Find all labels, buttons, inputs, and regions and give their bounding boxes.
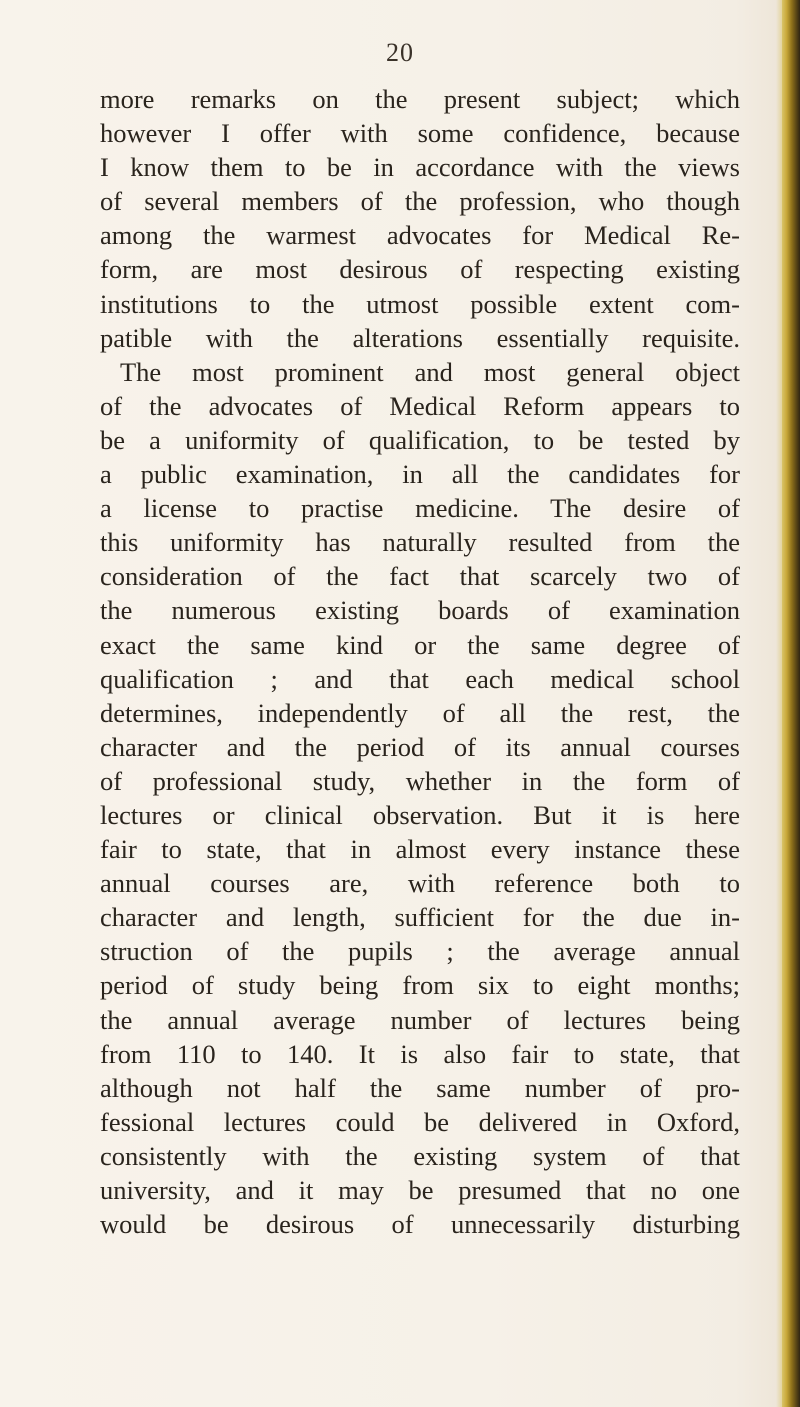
body-text bbox=[100, 82, 740, 1241]
text-line: period of study being from six to eight months; bbox=[100, 970, 740, 1001]
text-line: qualification ; and that each medical school bbox=[100, 663, 740, 694]
page-number: 20 bbox=[386, 38, 414, 67]
text-line: a public examination, in all the candidates for bbox=[100, 459, 740, 490]
text-line: the numerous existing boards of examination bbox=[100, 595, 740, 626]
text-line: university, and it may be presumed that no one bbox=[100, 1175, 740, 1205]
text-line: lectures or clinical observation. But it is here bbox=[100, 799, 740, 830]
text-line: of professional study, whether in the form of bbox=[100, 765, 740, 796]
text-line: annual courses are, with reference both to bbox=[100, 868, 740, 899]
text-line: consistently with the existing system of that bbox=[100, 1140, 740, 1171]
text-line-paragraph-start: The most prominent and most general object bbox=[120, 356, 740, 387]
text-line: character and the period of its annual courses bbox=[100, 731, 740, 762]
text-line: I know them to be in accordance with the views bbox=[100, 152, 740, 183]
text-line: patible with the alterations essentially requisite. bbox=[100, 322, 740, 353]
text-line: character and length, sufficient for the due in- bbox=[100, 902, 740, 933]
text-line: struction of the pupils ; the average annual bbox=[100, 936, 740, 967]
page-edge-binding bbox=[782, 0, 800, 1407]
text-line: consideration of the fact that scarcely two of bbox=[100, 561, 740, 592]
text-line: of the advocates of Medical Reform appears to bbox=[100, 390, 740, 421]
text-line: from 110 to 140. It is also fair to state, that bbox=[100, 1038, 740, 1069]
text-line: institutions to the utmost possible extent com- bbox=[100, 288, 740, 319]
text-line: of several members of the profession, who though bbox=[100, 186, 740, 217]
text-line: although not half the same number of pro- bbox=[100, 1072, 740, 1103]
text-line: a license to practise medicine. The desire of bbox=[100, 493, 740, 524]
text-line: form, are most desirous of respecting existing bbox=[100, 254, 740, 285]
text-line: would be desirous of unnecessarily disturbing bbox=[100, 1209, 740, 1240]
text-line: the annual average number of lectures being bbox=[100, 1004, 740, 1035]
text-line: this uniformity has naturally resulted from the bbox=[100, 527, 740, 558]
text-line: fessional lectures could be delivered in Oxford, bbox=[100, 1106, 740, 1137]
text-line: determines, independently of all the rest, the bbox=[100, 697, 740, 728]
text-line: however I offer with some confidence, because bbox=[100, 118, 740, 149]
text-line: fair to state, that in almost every instance these bbox=[100, 834, 740, 865]
text-line: be a uniformity of qualification, to be tested by bbox=[100, 424, 740, 455]
text-line: more remarks on the present subject; which bbox=[100, 84, 740, 114]
text-line: among the warmest advocates for Medical Re- bbox=[100, 220, 740, 251]
text-line: exact the same kind or the same degree of bbox=[100, 629, 740, 660]
